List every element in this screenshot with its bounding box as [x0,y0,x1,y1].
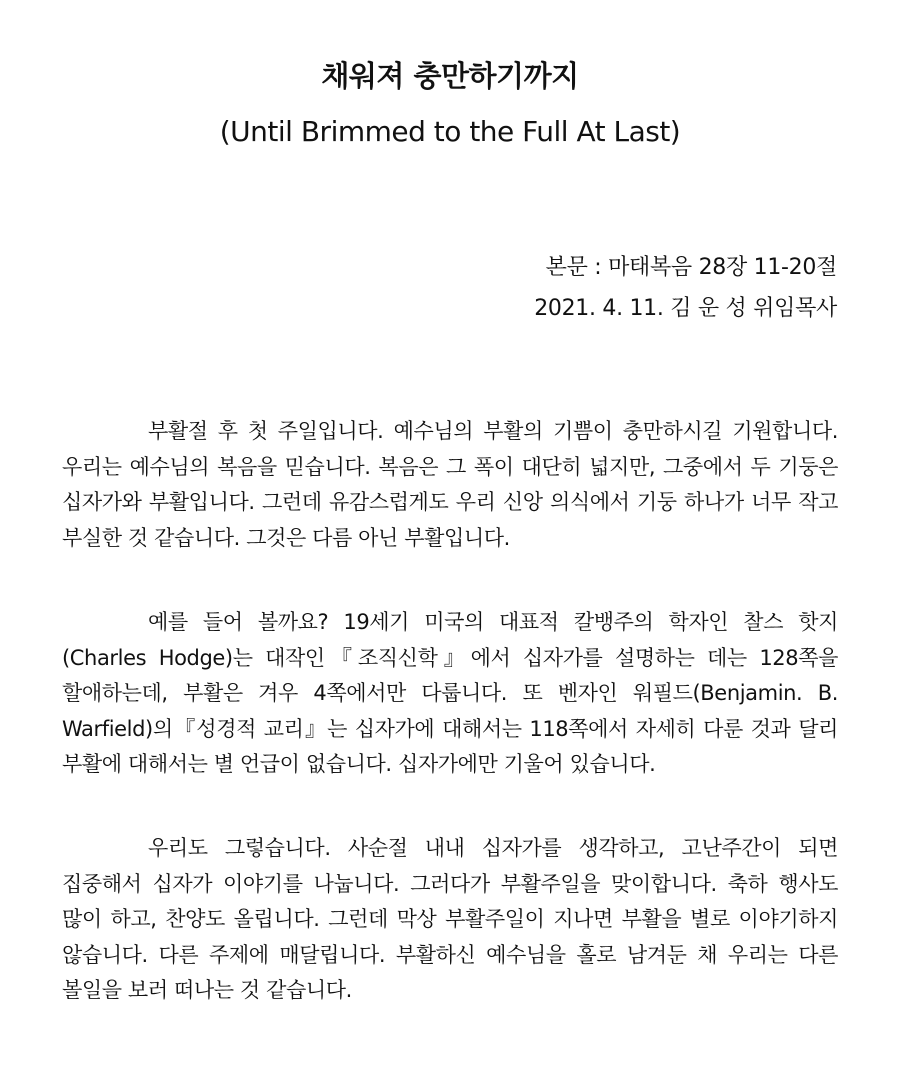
title-english: (Until Brimmed to the Full At Last) [219,115,681,148]
date-and-author: 2021. 4. 11. 김 운 성 위임목사 [534,296,837,321]
title-korean: 채워져 충만하기까지 [321,59,579,93]
paragraph-3: 우리도 그렇습니다. 사순절 내내 십자가를 생각하고, 고난주간이 되면 집중해서 십자가 이야기를 나눕니다. 그러다가 부활주일을 맞이합니다. 축하 행사도 많이 하고, 찬양도 올립니다. 그런데 막상 부활주일이 지나면 부활을 별로 이야기하지 않습니다. 다른 주제에 매달립니다. 부활하신 예수님을 홀로 남겨둔 채 우리는 다른 볼일을 보러 떠나는 것 같습니다. [62,836,838,1002]
scripture-passage: 본문 : 마태복음 28장 11-20절 [545,255,837,280]
paragraph-1: 부활절 후 첫 주일입니다. 예수님의 부활의 기쁨이 충만하시길 기원합니다. 우리는 예수님의 복음을 믿습니다. 복음은 그 폭이 대단히 넓지만, 그중에서 두 기둥은 십자가와 부활입니다. 그런데 유감스럽게도 우리 신앙 의식에서 기둥 하나가 너무 작고 부실한 것 같습니다. 그것은 다름 아닌 부활입니다. [62,419,838,550]
paragraph-2: 예를 들어 볼까요? 19세기 미국의 대표적 칼뱅주의 학자인 찰스 핫지(Charles Hodge)는 대작인『조직신학』에서 십자가를 설명하는 데는 128쪽을 할애하는데, 부활은 겨우 4쪽에서만 다룹니다. 또 벤자인 워필드(Benjamin. B. Warfield)의『성경적 교리』는 십자가에 대해서는 118쪽에서 자세히 다룬 것과 달리 부활에 대해서는 별 언급이 없습니다. 십자가에만 기울어 있습니다. [62,610,838,776]
